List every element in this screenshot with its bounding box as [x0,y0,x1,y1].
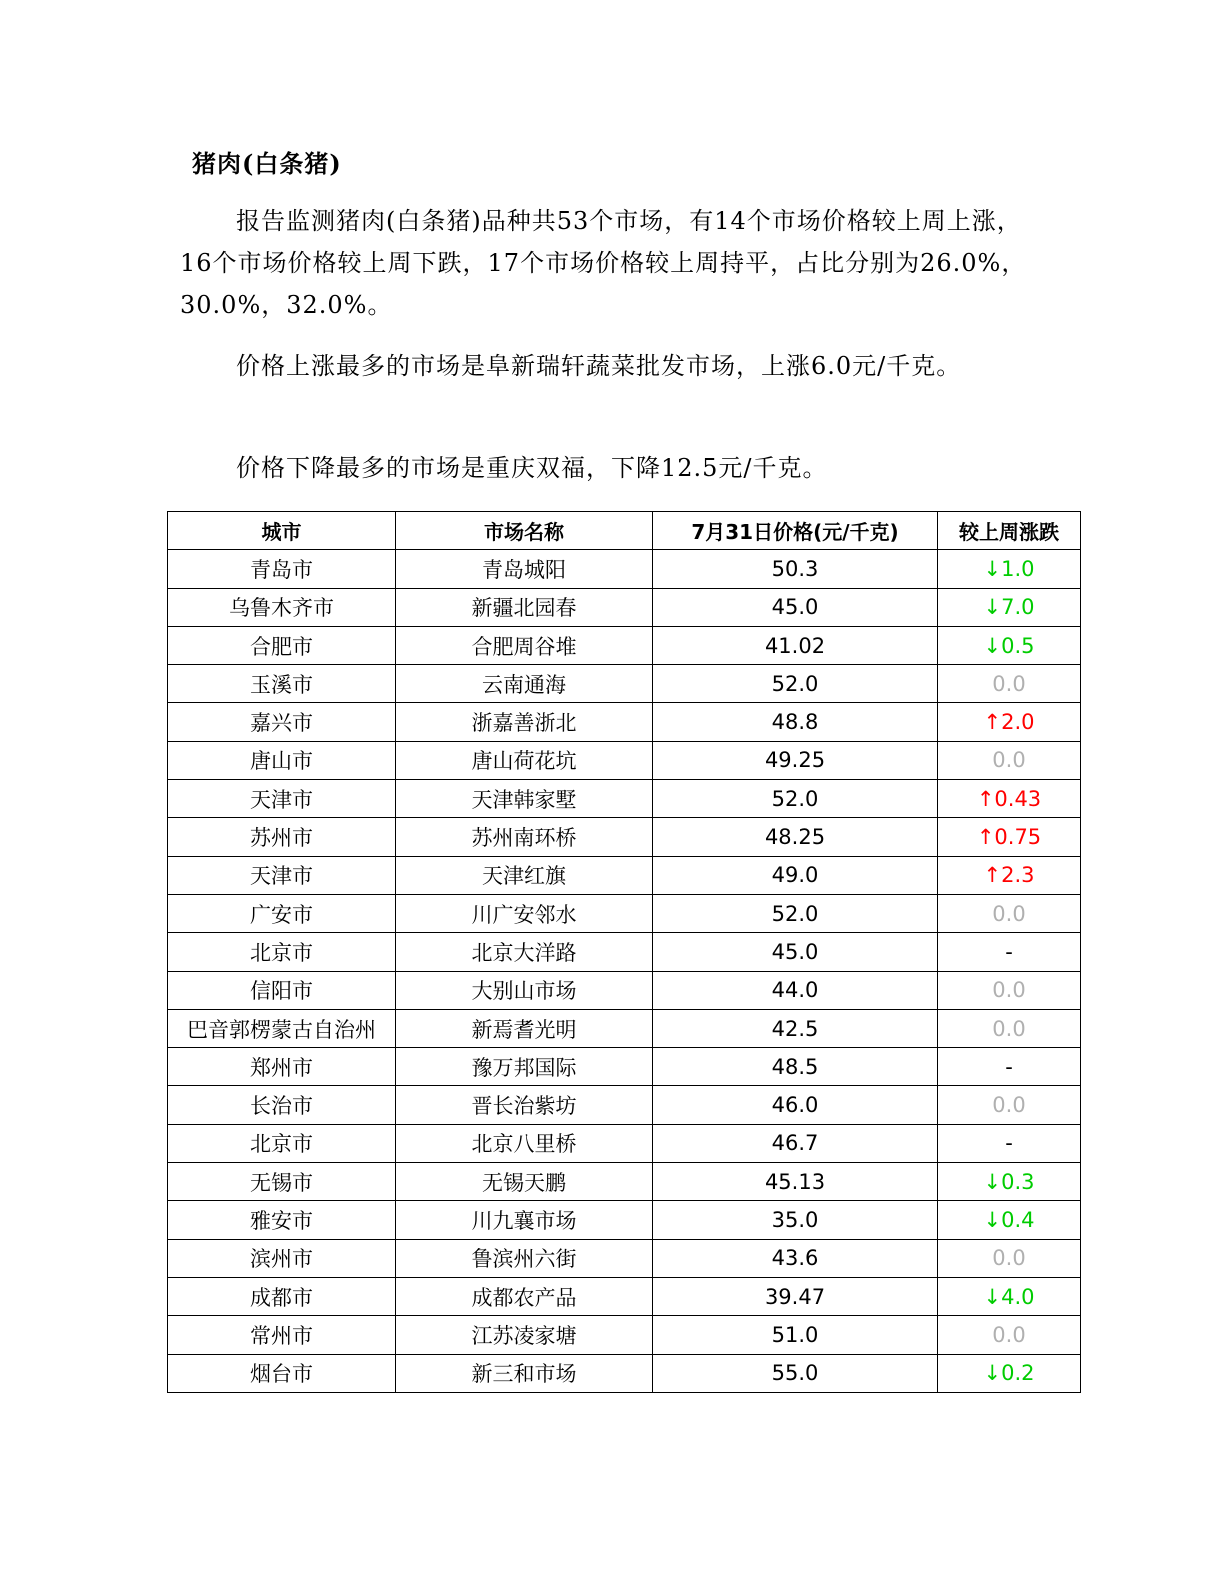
city-cell: 天津市 [168,856,396,894]
city-cell: 乌鲁木齐市 [168,588,396,626]
market-cell: 苏州南环桥 [396,818,653,856]
market-cell: 江苏凌家塘 [396,1316,653,1354]
city-cell: 玉溪市 [168,665,396,703]
market-cell: 天津韩家墅 [396,780,653,818]
change-cell: 0.0 [938,741,1081,779]
summary-paragraph: 报告监测猪肉(白条猪)品种共53个市场，有14个市场价格较上周上涨，16个市场价格较上周下跌，17个市场价格较上周持平，占比分别为26.0%，30.0%，32.0%。 [180,207,1027,319]
city-cell: 烟台市 [168,1354,396,1392]
table-row [168,1201,1081,1239]
city-cell: 巴音郭楞蒙古自治州 [168,1009,396,1047]
price-cell: 46.0 [653,1086,938,1124]
table-row [168,933,1081,971]
city-cell: 广安市 [168,894,396,932]
price-cell: 49.25 [653,741,938,779]
table-header-row [168,512,1081,550]
change-cell: - [938,933,1081,971]
section-heading: 猪肉(白条猪) [192,149,342,178]
market-cell: 新三和市场 [396,1354,653,1392]
price-cell: 49.0 [653,856,938,894]
price-cell: 52.0 [653,665,938,703]
city-cell: 合肥市 [168,626,396,664]
price-cell: 45.0 [653,588,938,626]
city-cell: 苏州市 [168,818,396,856]
price-cell: 46.7 [653,1124,938,1162]
price-cell: 44.0 [653,971,938,1009]
change-cell: 0.0 [938,665,1081,703]
table-row [168,1086,1081,1124]
change-cell: ↓1.0 [938,550,1081,588]
table-row [168,1277,1081,1315]
price-cell: 42.5 [653,1009,938,1047]
market-cell: 云南通海 [396,665,653,703]
price-cell: 48.25 [653,818,938,856]
table-row [168,1239,1081,1277]
city-cell: 长治市 [168,1086,396,1124]
market-cell: 新焉耆光明 [396,1009,653,1047]
price-table [167,511,1081,1393]
price-cell: 55.0 [653,1354,938,1392]
max-fall-paragraph: 价格下降最多的市场是重庆双福，下降12.5元/千克。 [236,454,828,482]
change-cell: ↓0.2 [938,1354,1081,1392]
price-cell: 50.3 [653,550,938,588]
market-cell: 鲁滨州六街 [396,1239,653,1277]
table-row [168,1124,1081,1162]
change-cell: 0.0 [938,1316,1081,1354]
market-cell: 川广安邻水 [396,894,653,932]
table-row [168,1316,1081,1354]
price-cell: 45.0 [653,933,938,971]
price-cell: 48.5 [653,1048,938,1086]
market-cell: 北京八里桥 [396,1124,653,1162]
table-row [168,1163,1081,1201]
market-cell: 北京大洋路 [396,933,653,971]
city-cell: 天津市 [168,780,396,818]
market-cell: 浙嘉善浙北 [396,703,653,741]
change-cell: 0.0 [938,1086,1081,1124]
table-row [168,818,1081,856]
city-cell: 信阳市 [168,971,396,1009]
market-cell: 新疆北园春 [396,588,653,626]
city-cell: 嘉兴市 [168,703,396,741]
market-cell: 川九襄市场 [396,1201,653,1239]
city-cell: 郑州市 [168,1048,396,1086]
city-cell: 滨州市 [168,1239,396,1277]
price-cell: 41.02 [653,626,938,664]
change-cell: 0.0 [938,971,1081,1009]
change-cell: ↑2.0 [938,703,1081,741]
price-cell: 35.0 [653,1201,938,1239]
price-cell: 52.0 [653,894,938,932]
change-cell: ↓0.4 [938,1201,1081,1239]
change-cell: ↓0.5 [938,626,1081,664]
table-row [168,1009,1081,1047]
change-cell: ↓0.3 [938,1163,1081,1201]
city-cell: 雅安市 [168,1201,396,1239]
market-cell: 豫万邦国际 [396,1048,653,1086]
price-cell: 43.6 [653,1239,938,1277]
table-row [168,856,1081,894]
max-rise-paragraph: 价格上涨最多的市场是阜新瑞轩蔬菜批发市场，上涨6.0元/千克。 [236,352,962,380]
city-cell: 青岛市 [168,550,396,588]
change-cell: - [938,1048,1081,1086]
city-cell: 常州市 [168,1316,396,1354]
change-cell: ↓4.0 [938,1277,1081,1315]
table-row [168,588,1081,626]
header-price: 7月31日价格(元/千克) [653,512,938,550]
price-cell: 51.0 [653,1316,938,1354]
change-cell: 0.0 [938,1009,1081,1047]
table-row [168,1048,1081,1086]
price-cell: 39.47 [653,1277,938,1315]
city-cell: 北京市 [168,933,396,971]
market-cell: 无锡天鹏 [396,1163,653,1201]
city-cell: 唐山市 [168,741,396,779]
table-row [168,971,1081,1009]
header-market: 市场名称 [396,512,653,550]
change-cell: 0.0 [938,1239,1081,1277]
change-cell: ↑2.3 [938,856,1081,894]
market-cell: 晋长治紫坊 [396,1086,653,1124]
change-cell: ↑0.43 [938,780,1081,818]
table-row [168,1354,1081,1392]
market-cell: 合肥周谷堆 [396,626,653,664]
city-cell: 北京市 [168,1124,396,1162]
market-cell: 唐山荷花坑 [396,741,653,779]
market-cell: 成都农产品 [396,1277,653,1315]
table-row [168,665,1081,703]
table-row [168,550,1081,588]
market-cell: 青岛城阳 [396,550,653,588]
market-cell: 天津红旗 [396,856,653,894]
market-cell: 大别山市场 [396,971,653,1009]
table-row [168,741,1081,779]
change-cell: 0.0 [938,894,1081,932]
city-cell: 无锡市 [168,1163,396,1201]
table-row [168,780,1081,818]
price-cell: 45.13 [653,1163,938,1201]
header-city: 城市 [168,512,396,550]
change-cell: ↓7.0 [938,588,1081,626]
price-cell: 52.0 [653,780,938,818]
header-change: 较上周涨跌 [938,512,1081,550]
table-row [168,703,1081,741]
price-cell: 48.8 [653,703,938,741]
table-row [168,894,1081,932]
change-cell: - [938,1124,1081,1162]
city-cell: 成都市 [168,1277,396,1315]
change-cell: ↑0.75 [938,818,1081,856]
table-row [168,626,1081,664]
